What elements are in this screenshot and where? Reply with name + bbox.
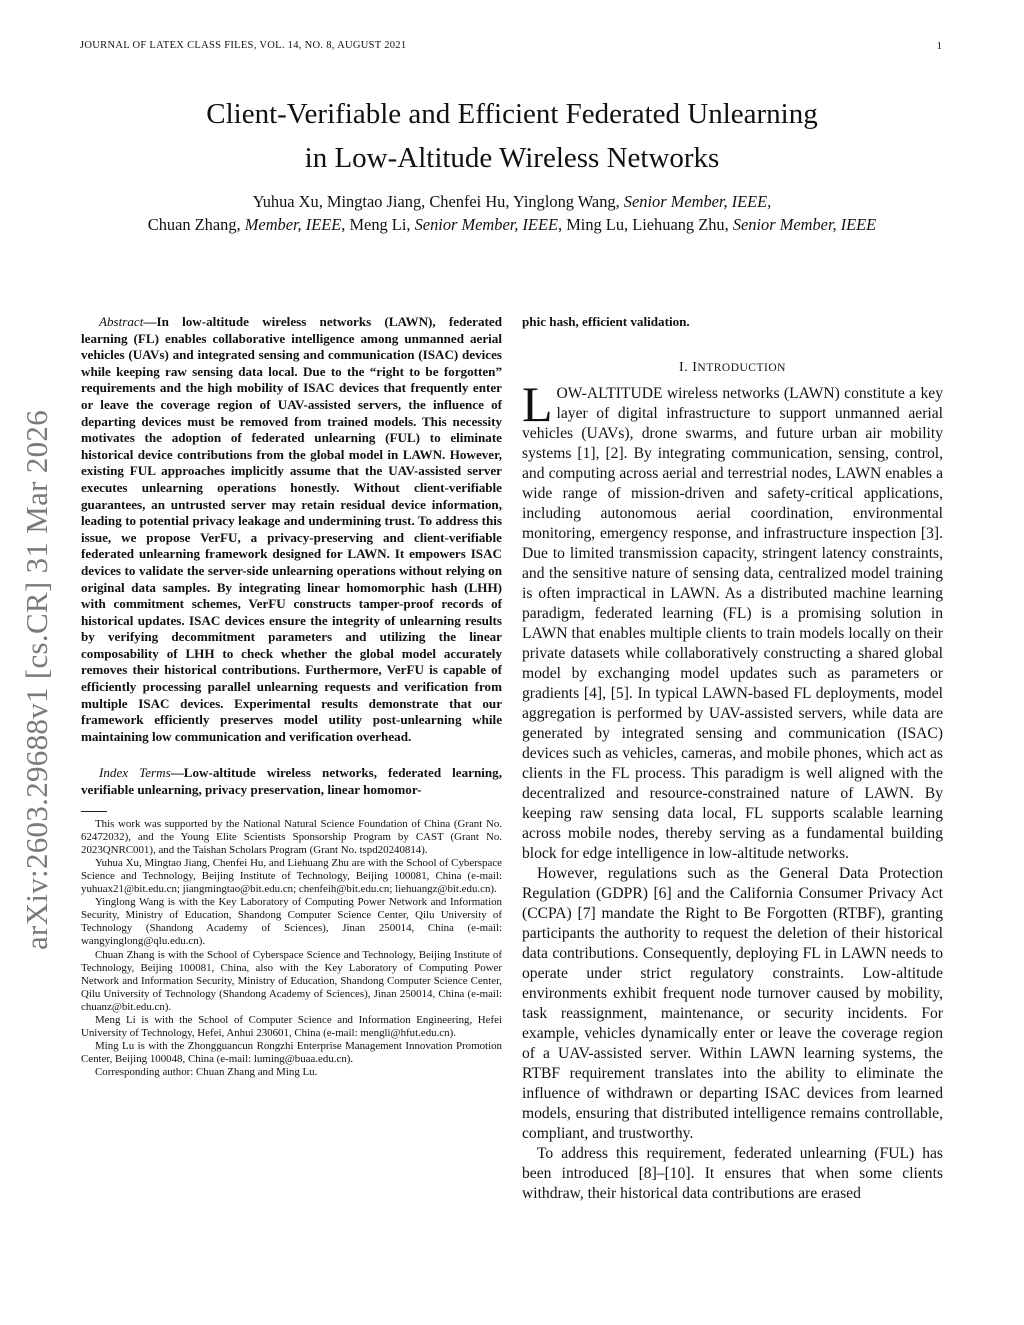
title-line-2: in Low-Altitude Wireless Networks — [304, 142, 720, 174]
index-terms-continuation: phic hash, efficient validation. — [522, 314, 690, 329]
footnote-affiliation: Chuan Zhang is with the School of Cyberspace Science and Technology, Beijing Institute of Technology, Beijing 100081, China, also with the Key Laboratory of Computing Power Network and Information Security, Ministry of Education, Shandong Computer Science Center, Qilu University of Technology (Shandong Academy of Sciences), Jinan 250014, China (e-mail: chuanz@bit.edu.cn). — [81, 948, 502, 1013]
paragraph-text: OW-ALTITUDE wireless networks (LAWN) constitute a key layer of digital infrastructure to support unmanned aerial vehicles (UAVs), drone swarms, and future urban air mobility systems [1], [2]. By integrating communication, sensing, control, and computing across aerial and terrestrial nodes, LAWN enables a wide range of mission-driven and safety-critical applications, including autonomous aerial coordination, environmental monitoring, emergency response, and infrastructure inspection [3]. Due to limited transmission capacity, stringent latency constraints, and the sensitive nature of sensing data, centralized model training is often impractical in LAWN. As a distributed machine learning paradigm, federated learning (FL) is a promising solution in LAWN that enables multiple clients to train models locally on their private datasets while collaboratively constructing a shared global model by exchanging model updates such as parameters or gradients [4], [5]. In typical LAWN-based FL deployments, model aggregation is performed by UAV-assisted servers, while data are generated by integrated sensing and communication (ISAC) devices such as vehicles, cameras, and mobile phones, which act as clients in the FL process. This paradigm is well aligned with the decentralized and resource-constrained nature of LAWN. By keeping raw sensing data local, FL supports scalable learning across mobile nodes, thereby serving as a fundamental building block for edge intelligence in low-altitude networks. — [522, 384, 943, 862]
right-column — [522, 314, 943, 1204]
intro-paragraph-2: However, regulations such as the General Data Protection Regulation (GDPR) [6] and the California Consumer Privacy Act (CCPA) [7] mandate the Right to Be Forgotten (RTBF), granting participants the authority to request the deletion of their historical data contributions. Consequently, deploying FL in LAWN needs to operate under strict regulatory constraints. Low-altitude environments exhibit frequent node turnover caused by mobility, task reassignment, maintenance, or security incidents. For example, vehicles dynamically enter or leave the coverage region of a UAV-assisted server. Within LAWN learning systems, the RTBF requirement translates into the ability to eliminate the influence of withdrawn or departing ISAC devices from learned models, ensuring that distributed intelligence remains controllable, compliant, and trustworthy. — [522, 864, 943, 1142]
arxiv-stamp — [2, 370, 72, 990]
intro-paragraph-1 — [522, 375, 943, 864]
author-names: Ming Lu, Liehuang Zhu, — [566, 215, 729, 234]
authors-line-2 — [60, 213, 964, 236]
author-names: Meng Li, — [349, 215, 411, 234]
footnote-corresponding: Corresponding author: Chuan Zhang and Ming Lu. — [95, 1066, 318, 1079]
footnote-affiliation: Meng Li is with the School of Computer Science and Information Engineering, Hefei University of Technology, Hefei, Anhui 230601, China (e-mail: mengli@hfut.edu.cn). — [81, 1014, 502, 1040]
index-terms — [81, 765, 502, 798]
author-role: Senior Member, IEEE — [732, 215, 877, 234]
section-title-rest: NTRODUCTION — [697, 361, 786, 374]
footnote-funding: This work was supported by the National Natural Science Foundation of China (Grant No. 62472032), and the Young Elite Scientists Sponsorship Program by CAST (Grant No. 2023QNRC001), and the Taishan Scholars Program (Grant No. tspd20240814). — [81, 817, 502, 856]
running-header: JOURNAL OF LATEX CLASS FILES, VOL. 14, NO. 8, AUGUST 2021 — [80, 40, 407, 51]
author-role: Senior Member, IEEE, — [414, 215, 563, 234]
author-list — [60, 190, 964, 236]
abstract-text: —In low-altitude wireless networks (LAWN), federated learning (FL) enables collaborative intelligence among unmanned aerial vehicles (UAVs) and integrated sensing and communication (ISAC) devices while keeping raw sensing data local. Due to the “right to be forgotten” requirements and the high mobility of ISAC devices that frequently enter or leave the coverage region of UAV-assisted servers, the influence of departing devices must be removed from trained models. This necessity motivates the adoption of federated unlearning (FUL) to eliminate historical device contributions from the global model in LAWN. However, existing FUL approaches implicitly assume that the UAV-assisted server executes unlearning operations honestly. Without client-verifiable guarantees, an untrusted server may retain residual device information, leading to potential privacy leakage and undermining trust. To address this issue, we propose VerFU, a privacy-preserving and client-verifiable federated unlearning framework designed for LAWN. It empowers ISAC devices to validate the server-side unlearning operations without relying on original data samples. By integrating linear homomorphic hash (LHH) with commitment schemes, VerFU constructs tamper-proof records of historical updates. ISAC devices ensure the integrity of unlearning results by verifying decommitment parameters and utilizing the linear composability of LHH to check whether the global model accurately removes their historical contributions. Furthermore, VerFU is capable of efficiently processing parallel unlearning requests and verification from multiple ISAC devices. Experimental results demonstrate that our framework efficiently preserves model utility post-unlearning while maintaining low communication and verification overhead. — [81, 314, 502, 744]
section-title-initial: I — [692, 359, 698, 375]
dropcap: L — [522, 375, 553, 432]
title-line-1: Client-Verifiable and Efficient Federated Unlearning — [206, 98, 818, 130]
authors-line-1 — [60, 190, 964, 213]
author-names: Yuhua Xu, Mingtao Jiang, Chenfei Hu, Yinglong Wang, — [252, 192, 620, 211]
section-number: I. — [679, 359, 689, 375]
arxiv-id: arXiv:2603.29688v1 [cs.CR] 31 Mar 2026 — [19, 409, 54, 951]
intro-paragraph-3: To address this requirement, federated unlearning (FUL) has been introduced [8]–[10]. It ensures that when some clients withdraw, their historical data contributions are erased — [522, 1144, 943, 1202]
index-terms-label: Index Terms — [99, 765, 171, 781]
author-role: Senior Member, IEEE, — [623, 192, 772, 211]
section-heading — [522, 360, 943, 376]
author-role: Member, IEEE, — [244, 215, 346, 234]
footnote-affiliation: Yuhua Xu, Mingtao Jiang, Chenfei Hu, and Liehuang Zhu are with the School of Cyberspace Science and Technology, Beijing Institute of Technology, Beijing 100081, China (e-mail: yuhuax21@bit.edu.cn; jiangmingtao@bit.edu.cn; chenfeih@bit.edu.cn; liehuangz@bit.edu.cn). — [81, 856, 502, 896]
footnote-affiliation: Yinglong Wang is with the Key Laboratory of Computing Power Network and Information Security, Ministry of Education, Shandong Computer Science Center, Qilu University of Technology (Shandong Academy of Sciences), Jinan 250014, China (e-mail: wangyinglong@qlu.edu.cn). — [81, 896, 502, 948]
footnote-affiliation: Ming Lu is with the Zhongguancun Rongzhi Enterprise Management Innovation Promotion Center, Beijing 100048, China (e-mail: luming@buaa.edu.cn). — [81, 1040, 502, 1066]
abstract-label: Abstract — [99, 314, 144, 329]
abstract — [81, 314, 502, 745]
author-names: Chuan Zhang, — [147, 215, 241, 234]
footnote-rule — [81, 811, 107, 812]
paper-title — [60, 92, 964, 180]
left-column — [81, 314, 502, 1080]
index-terms-text: —Low-altitude wireless networks, federated learning, verifiable unlearning, privacy preservation, linear homomor- — [81, 765, 503, 798]
page-number: 1 — [936, 40, 942, 52]
